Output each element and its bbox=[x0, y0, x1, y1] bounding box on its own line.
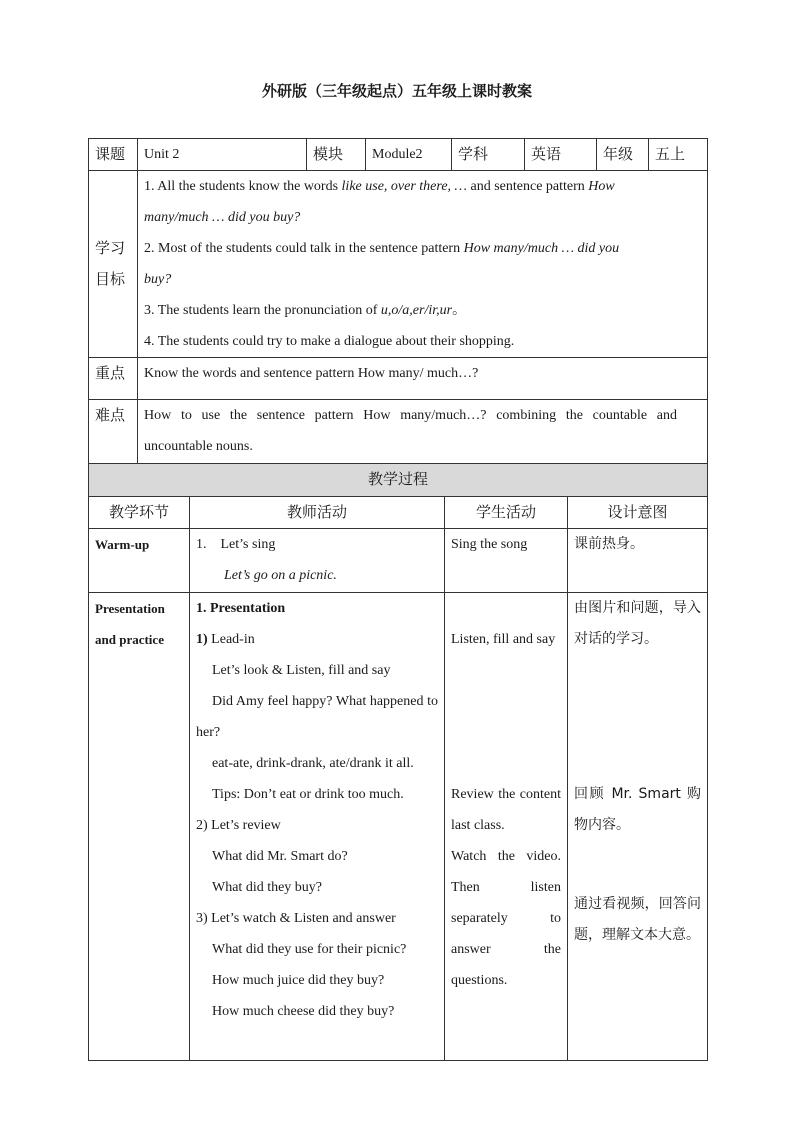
process-header-row bbox=[89, 497, 708, 529]
difficulty-value: How to use the sentence pattern How many/much…? combining the countable and uncountable nouns. bbox=[138, 400, 708, 464]
topic-value: Unit 2 bbox=[138, 139, 307, 171]
info-row-key bbox=[89, 358, 708, 400]
student-warmup: Sing the song bbox=[445, 529, 568, 593]
intent-presentation: 由图片和问题，导入对话的学习。 回顾 Mr. Smart 购物内容。 通过看视频，回答问题，理解文本大意。 bbox=[568, 593, 708, 1061]
module-value: Module2 bbox=[366, 139, 452, 171]
info-row-topic bbox=[89, 139, 708, 171]
topic-label: 课题 bbox=[89, 139, 138, 171]
difficulty-label: 难点 bbox=[89, 400, 138, 464]
col-header-stage: 教学环节 bbox=[89, 497, 190, 529]
stage-warmup: Warm-up bbox=[89, 529, 190, 593]
teacher-warmup: 1. Let’s sing Let’s go on a picnic. bbox=[190, 529, 445, 593]
page-title: 外研版（三年级起点）五年级上课时教案 bbox=[261, 82, 532, 100]
key-label: 重点 bbox=[89, 358, 138, 400]
goals-label: 学习 目标 bbox=[89, 171, 138, 358]
key-value: Know the words and sentence pattern How many/ much…? bbox=[138, 358, 708, 400]
goal-3: 3. The students learn the pronunciation of u,o/a,er/ir,ur。 bbox=[144, 303, 467, 318]
intent-warmup: 课前热身。 bbox=[568, 529, 708, 593]
grade-value: 五上 bbox=[649, 139, 708, 171]
grade-label: 年级 bbox=[597, 139, 649, 171]
goal-4: 4. The students could try to make a dialogue about their shopping. bbox=[144, 334, 515, 349]
subject-value: 英语 bbox=[525, 139, 597, 171]
col-header-teacher: 教师活动 bbox=[190, 497, 445, 529]
lesson-info-table bbox=[88, 138, 708, 464]
goal-2: 2. Most of the students could talk in the sentence pattern How many/much … did you buy? bbox=[144, 241, 620, 287]
goals-list bbox=[138, 171, 708, 358]
teaching-process-table bbox=[88, 463, 708, 1061]
process-heading: 教学过程 bbox=[89, 464, 708, 497]
col-header-intent: 设计意图 bbox=[568, 497, 708, 529]
info-row-difficulty bbox=[89, 400, 708, 464]
teacher-presentation: 1. Presentation 1) Lead-in Let’s look & Listen, fill and say Did Amy feel happy? What happened to her? eat-ate, drink-drank, ate/drank it all. Tips: Don’t eat or drink too much. 2) Let’s review What did Mr. Smart do? What did they buy? 3) Let’s watch & Listen and answer What did they use for their picnic? How much juice did they buy? How much cheese did they buy? bbox=[190, 593, 445, 1061]
col-header-student: 学生活动 bbox=[445, 497, 568, 529]
stage-presentation: Presentation and practice bbox=[89, 593, 190, 1061]
student-presentation: Listen, fill and say Review the content last class. Watch the video. Then listen separately to answer the questions. bbox=[445, 593, 568, 1061]
module-label: 模块 bbox=[307, 139, 366, 171]
goal-1: 1. All the students know the words like use, over there, … and sentence pattern How many/much … did you buy? bbox=[144, 179, 615, 225]
table-row-presentation bbox=[89, 593, 708, 1061]
table-row-warmup bbox=[89, 529, 708, 593]
subject-label: 学科 bbox=[452, 139, 525, 171]
info-row-goals bbox=[89, 171, 708, 358]
